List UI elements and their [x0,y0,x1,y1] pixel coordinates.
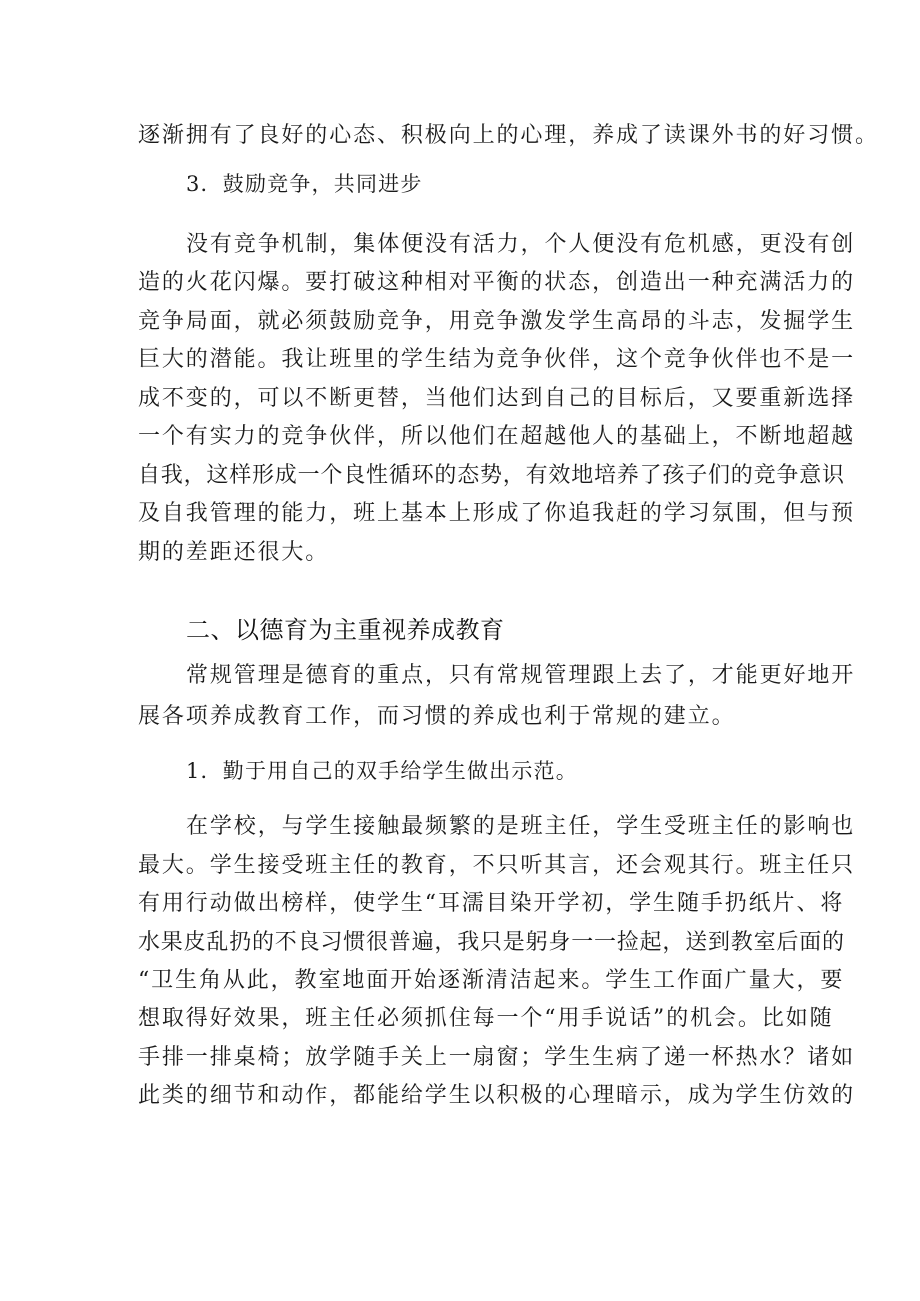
text-line: 最大。学生接受班主任的教育，不只听其言，还会观其行。班主任只 [138,853,856,878]
text-line: 造的火花闪爆。要打破这种相对平衡的状态，创造出一种充满活力的 [138,270,856,295]
text-line: 一个有实力的竞争伙伴，所以他们在超越他人的基础上，不断地超越 [138,424,856,449]
text-line: 竞争局面，就必须鼓励竞争，用竞争激发学生高昂的斗志，发掘学生 [138,309,856,334]
text-line: “卫生角从此，教室地面开始逐渐清洁起来。学生工作面广量大，要 [138,968,845,993]
text-line: 手排一排桌椅；放学随手关上一扇窗；学生生病了递一杯热水？诸如 [138,1045,856,1070]
text-line: 及自我管理的能力，班上基本上形成了你追我赶的学习氛围，但与预 [138,501,856,526]
text-line: 水果皮乱扔的不良习惯很普遍，我只是躬身一一捡起，送到教室后面的 [138,930,845,955]
text-line: 想取得好效果，班主任必须抓住每一个“用手说话”的机会。比如随 [138,1006,834,1031]
text-line: 逐渐拥有了良好的心态、积极向上的心理，养成了读课外书的好习惯。 [138,123,879,148]
item-1-heading: 1．勤于用自己的双手给学生做出示范。 [186,759,578,783]
text-line: 有用行动做出榜样，使学生“耳濡目染开学初，学生随手扔纸片、将 [138,891,845,916]
section-3-heading: 3．鼓励竞争，共同进步 [186,172,423,196]
text-line: 此类的细节和动作，都能给学生以积极的心理暗示，成为学生仿效的 [138,1083,856,1108]
text-line: 没有竞争机制，集体便没有活力，个人便没有危机感，更没有创 [186,232,856,257]
text-line: 期的差距还很大。 [138,540,330,565]
text-line: 在学校，与学生接触最频繁的是班主任，学生受班主任的影响也 [186,814,856,839]
text-line: 展各项养成教育工作，而习惯的养成也利于常规的建立。 [138,704,736,729]
text-line: 巨大的潜能。我让班里的学生结为竞争伙伴，这个竞争伙伴也不是一 [138,347,856,372]
text-line: 常规管理是德育的重点，只有常规管理跟上去了，才能更好地开 [186,663,856,688]
text-line: 自我，这样形成一个良性循环的态势，有效地培养了孩子们的竞争意识 [138,463,845,488]
text-line: 成不变的，可以不断更替，当他们达到自己的目标后，又要重新选择 [138,386,856,411]
part-2-heading: 二、以德育为主重视养成教育 [186,616,505,644]
